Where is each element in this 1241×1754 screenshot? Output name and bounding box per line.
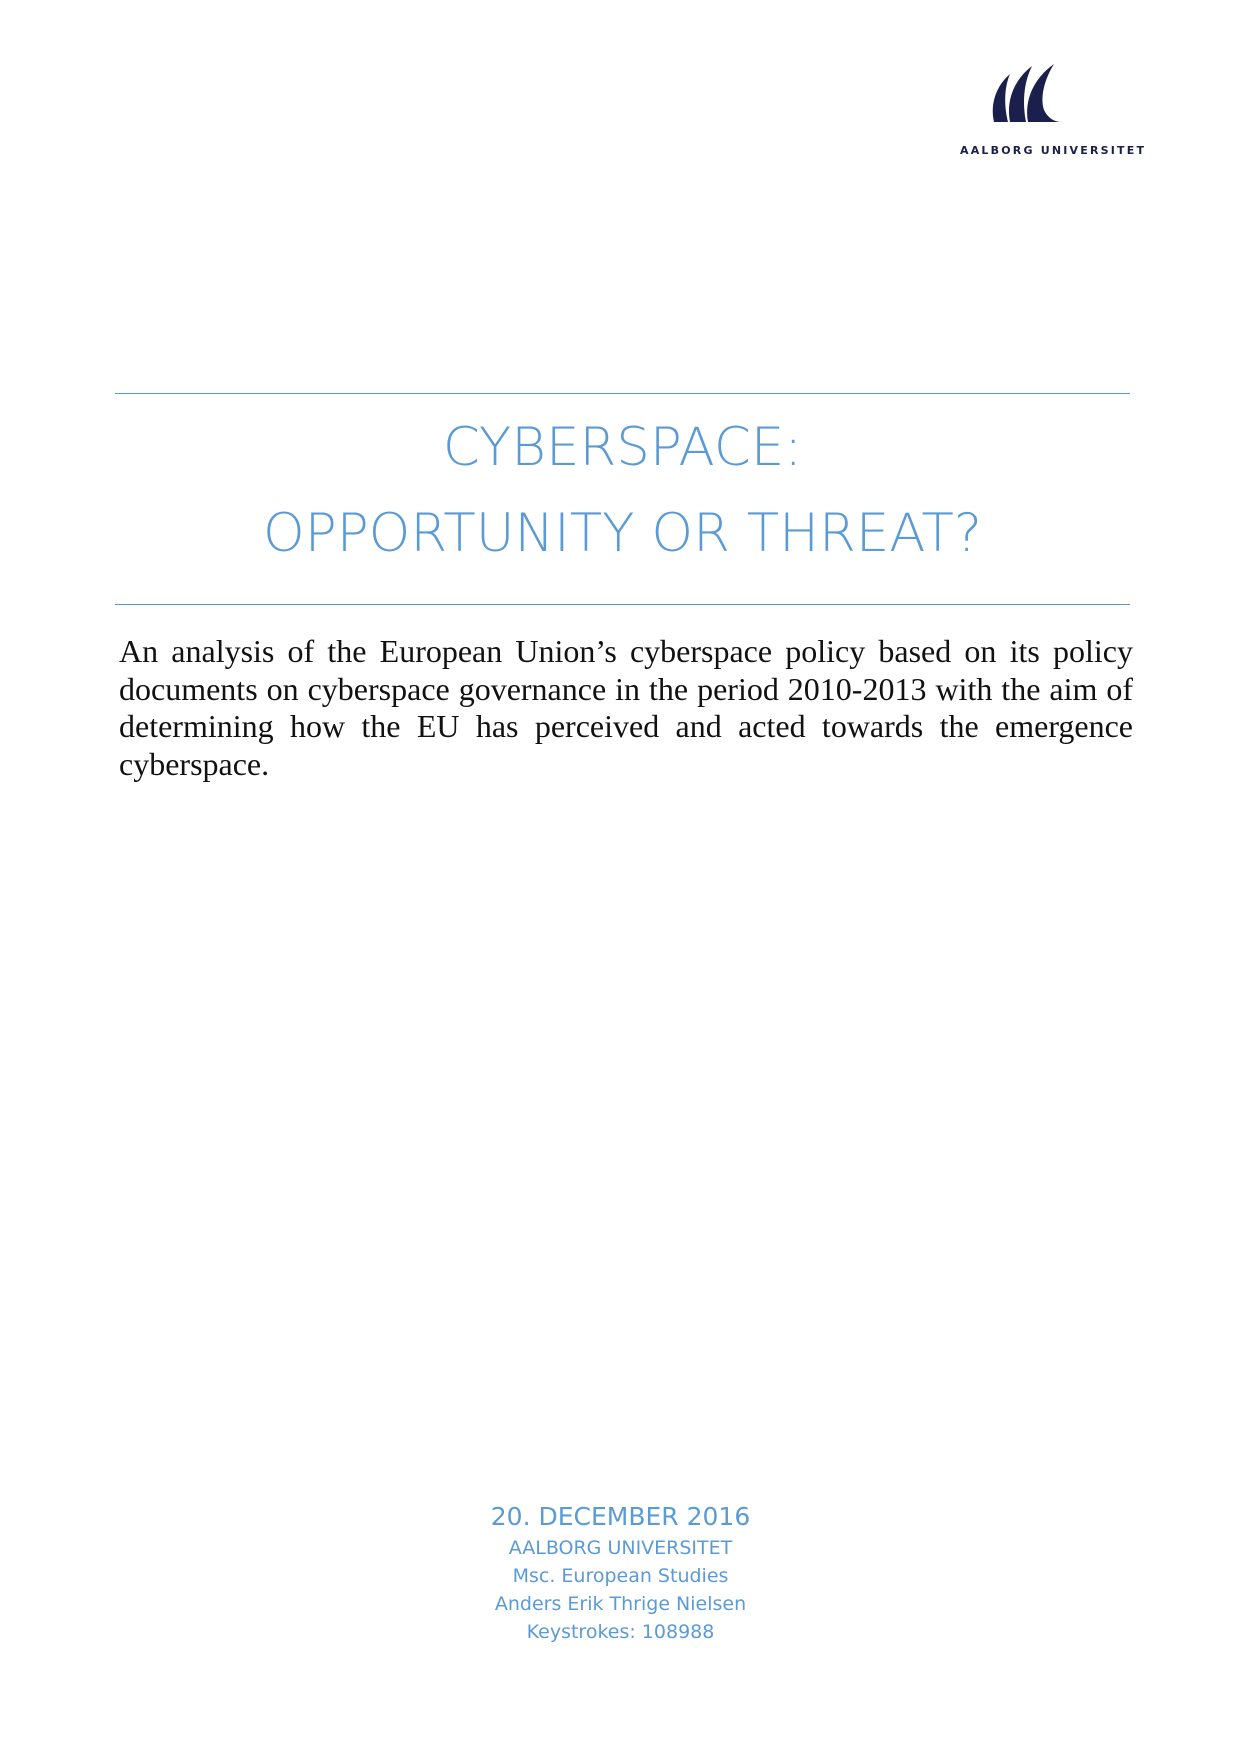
- university-logo: [960, 60, 1147, 160]
- study-program: Msc. European Studies: [512, 1565, 729, 1587]
- author-name: Anders Erik Thrige Nielsen: [494, 1593, 747, 1615]
- submission-date: 20. DECEMBER 2016: [490, 1502, 751, 1531]
- page-title: [115, 405, 1130, 577]
- cover-footer: [0, 1500, 1241, 1646]
- logo-wordmark: AALBORG UNIVERSITET: [960, 144, 1147, 157]
- aalborg-seal-icon: [988, 60, 1068, 128]
- title-top-rule: [115, 393, 1130, 394]
- university-name: AALBORG UNIVERSITET: [508, 1537, 733, 1559]
- abstract-paragraph: An analysis of the European Union’s cyberspace policy based on its policy documents on cyberspace governance in the period 2010-2013 with the aim of determining how the EU has perceived and acted towards the emergence cyberspace.: [119, 633, 1133, 782]
- title-line-2: OPPORTUNITY OR THREAT?: [263, 503, 982, 564]
- title-line-1: CYBERSPACE:: [442, 417, 803, 478]
- keystroke-count: Keystrokes: 108988: [526, 1621, 715, 1643]
- title-bottom-rule: [115, 604, 1130, 605]
